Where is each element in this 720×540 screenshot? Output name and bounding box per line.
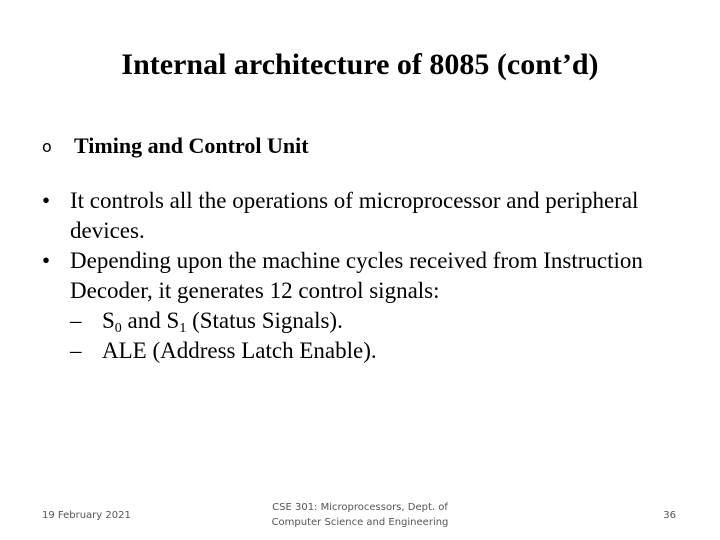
- bullet-list: [42, 186, 682, 366]
- slide-title: Internal architecture of 8085 (cont’d): [121, 48, 599, 81]
- and-text: and: [121, 308, 167, 333]
- bullet-text: It controls all the operations of microprocessor and peripheral devices.: [70, 188, 639, 243]
- sub-bullet-item: [70, 306, 682, 336]
- circle-bullet-icon: o: [42, 136, 52, 156]
- section-heading-text: Timing and Control Unit: [74, 133, 309, 158]
- sub-bullet-text: [102, 306, 343, 336]
- footer-course: [220, 500, 500, 530]
- s0-base: S: [102, 308, 115, 333]
- bullet-item: [42, 186, 682, 246]
- bullet-item: [42, 246, 682, 306]
- bullet-text: Depending upon the machine cycles received from Instruction Decoder, it generates 12 control signals:: [70, 248, 643, 303]
- page-number: 36: [663, 510, 676, 521]
- bullet-icon: •: [42, 248, 51, 273]
- status-signals-text: (Status Signals).: [186, 308, 343, 333]
- s0-subscript: 0: [114, 321, 122, 336]
- section-heading: [42, 133, 309, 159]
- footer-date: 19 February 2021: [42, 510, 131, 521]
- s1-subscript: 1: [179, 321, 187, 336]
- sub-bullet-text: ALE (Address Latch Enable).: [102, 338, 377, 363]
- dash-icon: –: [70, 338, 82, 363]
- footer-course-line1: CSE 301: Microprocessors, Dept. of: [272, 502, 448, 513]
- bullet-icon: •: [42, 188, 51, 213]
- s1-base: S: [166, 308, 180, 333]
- dash-icon: –: [70, 308, 82, 333]
- footer-course-line2: Computer Science and Engineering: [271, 517, 449, 528]
- sub-bullet-item: [70, 336, 682, 366]
